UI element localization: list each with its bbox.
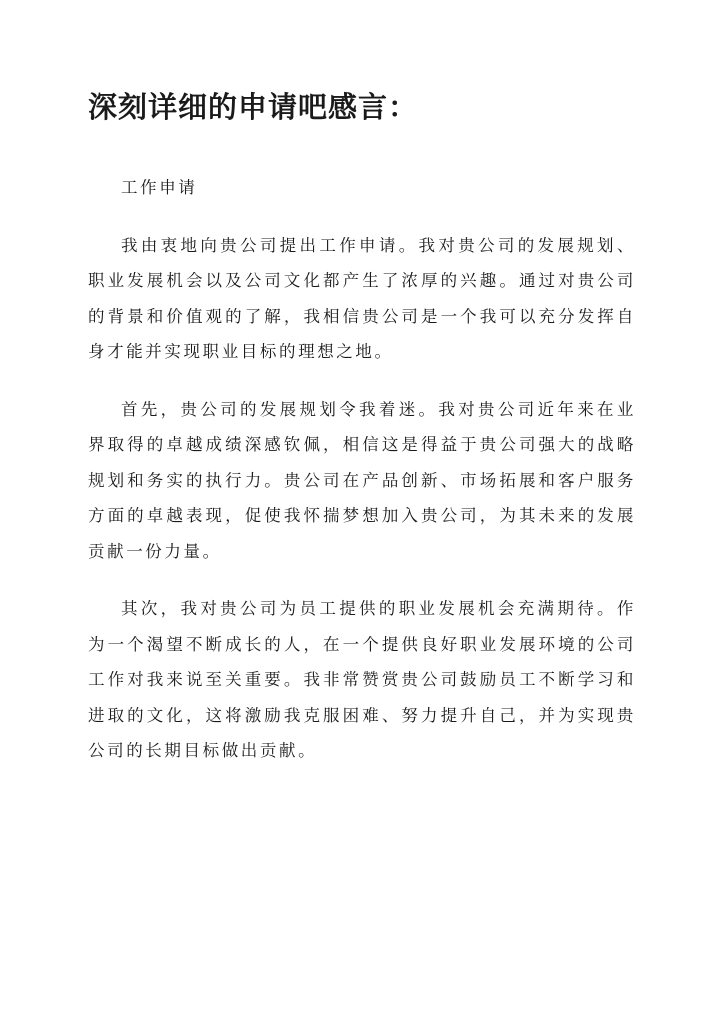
document-title: 深刻详细的申请吧感言： <box>88 90 419 124</box>
paragraph-intro: 我由衷地向贵公司提出工作申请。我对贵公司的发展规划、职业发展机会以及公司文化都产生了浓厚的兴趣。通过对贵公司的背景和价值观的了解，我相信贵公司是一个我可以充分发挥自身才能并实现职业目标的理想之地。 <box>88 235 636 361</box>
section-subtitle: 工作申请 <box>121 178 198 197</box>
paragraph-first: 首先，贵公司的发展规划令我着迷。我对贵公司近年来在业界取得的卓越成绩深感钦佩，相信这是得益于贵公司强大的战略规划和务实的执行力。贵公司在产品创新、市场拓展和客户服务方面的卓越表现，促使我怀揣梦想加入贵公司，为其未来的发展贡献一份力量。 <box>88 399 636 561</box>
paragraph-second: 其次，我对贵公司为员工提供的职业发展机会充满期待。作为一个渴望不断成长的人，在一个提供良好职业发展环境的公司工作对我来说至关重要。我非常赞赏贵公司鼓励员工不断学习和进取的文化，这将激励我克服困难、努力提升自己，并为实现贵公司的长期目标做出贡献。 <box>88 599 636 760</box>
document-body <box>88 170 636 791</box>
